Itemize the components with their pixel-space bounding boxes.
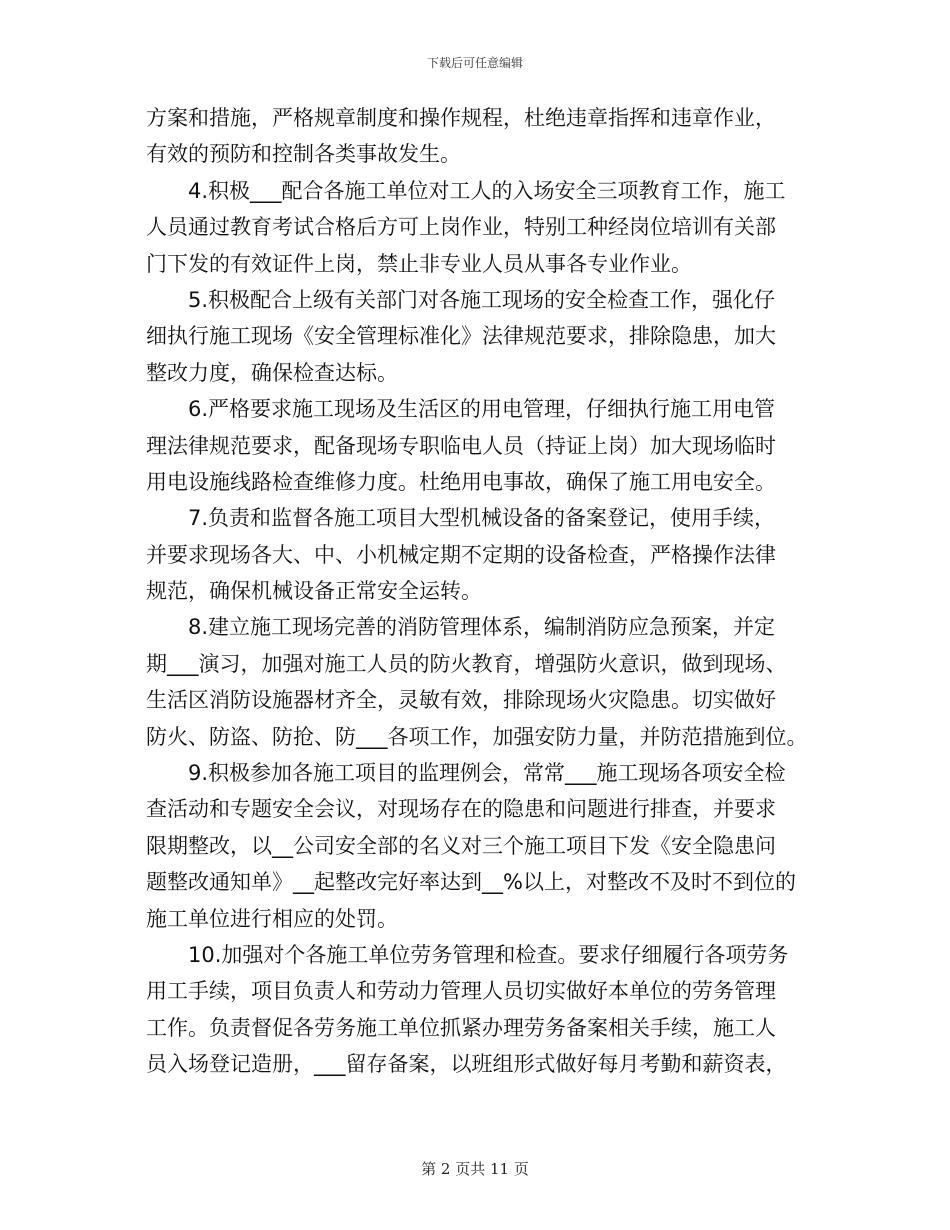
body-line: 理法律规范要求，配备现场专职临电人员（持证上岗）加大现场临时 [146, 433, 776, 458]
document-body [146, 100, 814, 1083]
body-line: 方案和措施，严格规章制度和操作规程，杜绝违章指挥和违章作业， [146, 106, 776, 130]
body-line: 7.负责和监督各施工项目大型机械设备的备案登记，使用手续， [188, 506, 776, 531]
body-line: 题整改通知单》__起整改完好率达到__%以上，对整改不及时不到位的 [146, 870, 796, 895]
body-line: 10.加强对个各施工单位劳务管理和检查。要求仔细履行各项劳务 [188, 942, 789, 967]
body-line: 并要求现场各大、中、小机械定期不定期的设备检查，严格操作法律 [146, 542, 776, 567]
body-line: 施工单位进行相应的处罚。 [146, 906, 398, 931]
body-line: 有效的预防和控制各类事故发生。 [146, 142, 461, 167]
body-line: 用工手续，项目负责人和劳动力管理人员切实做好本单位的劳务管理 [146, 979, 776, 1004]
body-line: 9.积极参加各施工项目的监理例会，常常___施工现场各项安全检 [188, 761, 786, 786]
body-line: 门下发的有效证件上岗，禁止非专业人员从事各专业作业。 [146, 251, 692, 276]
body-line: 用电设施线路检查维修力度。杜绝用电事故，确保了施工用电安全。 [146, 469, 776, 494]
body-line: 规范，确保机械设备正常安全运转。 [146, 579, 482, 604]
body-line: 限期整改，以__公司安全部的名义对三个施工项目下发《安全隐患问 [146, 833, 776, 858]
body-line: 人员通过教育考试合格后方可上岗作业，特别工种经岗位培训有关部 [146, 215, 776, 240]
body-line: 整改力度，确保检查达标。 [146, 360, 398, 385]
body-line: 查活动和专题安全会议，对现场存在的隐患和问题进行排查，并要求 [146, 797, 776, 822]
page-number: 第 2 页共 11 页 [421, 1160, 529, 1178]
body-line: 细执行施工现场《安全管理标准化》法律规范要求，排除隐患，加大 [146, 324, 776, 349]
body-line: 员入场登记造册，___留存备案，以班组形式做好每月考勤和薪资表， [146, 1052, 787, 1077]
body-line: 工作。负责督促各劳务施工单位抓紧办理劳务备案相关手续，施工人 [146, 1015, 776, 1040]
body-line: 防火、防盗、防抢、防___各项工作，加强安防力量，并防范措施到位。 [146, 724, 808, 749]
page-header: 下载后可任意编辑 [426, 56, 523, 70]
body-line: 生活区消防设施器材齐全，灵敏有效，排除现场火灾隐患。切实做好 [146, 688, 776, 713]
body-line: 8.建立施工现场完善的消防管理体系，编制消防应急预案，并定 [188, 615, 776, 640]
body-line: 5.积极配合上级有关部门对各施工现场的安全检查工作，强化仔 [188, 287, 776, 312]
body-line: 期___演习，加强对施工人员的防火教育，增强防火意识，做到现场、 [146, 651, 787, 676]
body-line: 6.严格要求施工现场及生活区的用电管理，仔细执行施工用电管 [188, 397, 776, 422]
body-line: 4.积极___配合各施工单位对工人的入场安全三项教育工作，施工 [188, 178, 786, 203]
